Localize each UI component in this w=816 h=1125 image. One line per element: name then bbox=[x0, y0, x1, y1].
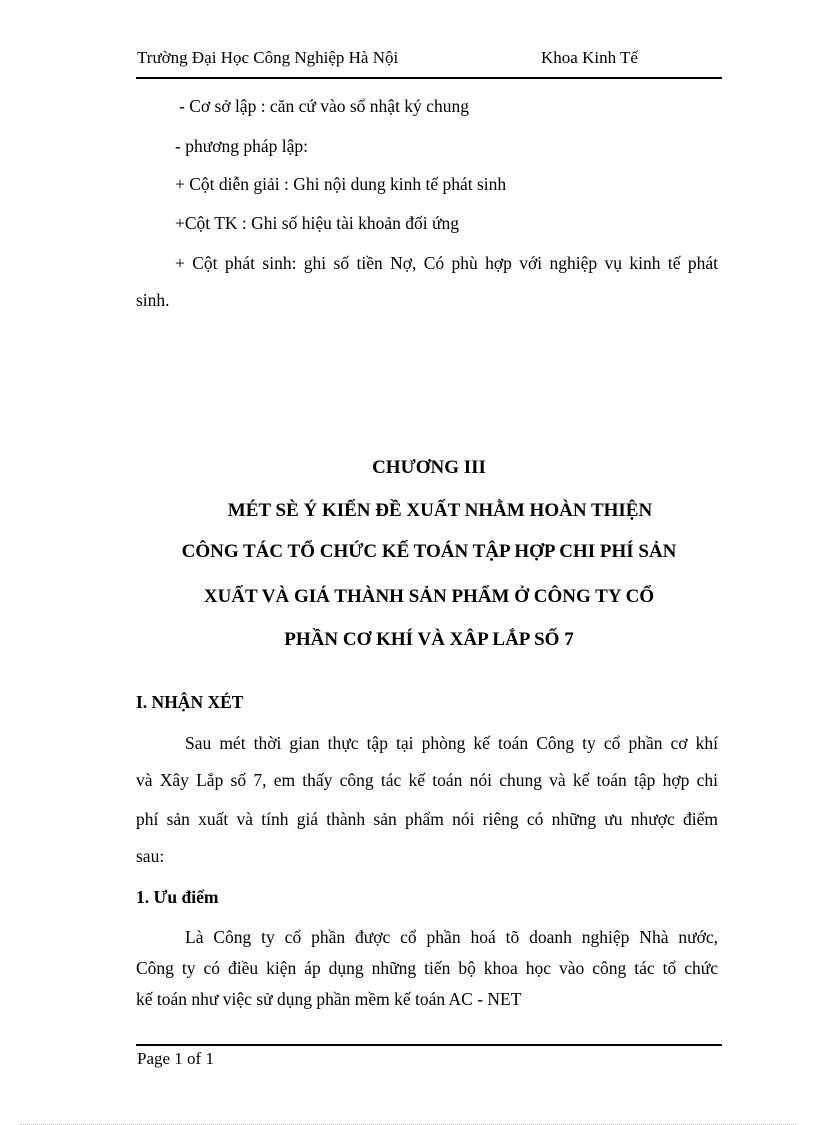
intro-line-2: - phương pháp lập: bbox=[175, 136, 308, 156]
chapter-title-line-2: CÔNG TÁC TỔ CHỨC KẾ TOÁN TẬP HỢP CHI PHÍ SẢN bbox=[181, 541, 677, 562]
header-divider bbox=[136, 77, 722, 79]
subsection-line-1: Là Công ty cổ phần được cổ phần hoá tõ doanh nghiệp Nhà nước, bbox=[185, 927, 718, 947]
subsection-line-2: Công ty có điều kiện áp dụng những tiến bộ khoa học vào công tác tổ chức bbox=[136, 958, 718, 978]
intro-line-5: + Cột phát sinh: ghi số tiền Nợ, Có phù hợp với nghiệp vụ kinh tế phát bbox=[175, 253, 718, 273]
section-heading: I. NHẬN XÉT bbox=[136, 692, 244, 712]
intro-line-3: + Cột diễn giải : Ghi nội dung kinh tế phát sinh bbox=[175, 174, 507, 194]
chapter-label: CHƯƠNG III bbox=[372, 457, 486, 478]
footer-divider bbox=[136, 1044, 722, 1046]
section-line-1: Sau mét thời gian thực tập tại phòng kế toán Công ty cổ phần cơ khí bbox=[185, 733, 718, 753]
page-header-left: Trường Đại Học Công Nghiệp Hà Nội bbox=[137, 48, 399, 67]
page-header-right: Khoa Kinh Tế bbox=[541, 48, 638, 67]
subsection-heading: 1. Ưu điểm bbox=[136, 887, 219, 907]
chapter-title-line-3: XUẤT VÀ GIÁ THÀNH SẢN PHẨM Ở CÔNG TY CỔ bbox=[203, 586, 655, 607]
page-number: Page 1 of 1 bbox=[137, 1049, 214, 1068]
chapter-title-line-1: MÉT SÈ Ý KIẾN ĐỀ XUẤT NHẰM HOÀN THIỆN bbox=[227, 500, 653, 521]
chapter-title-line-4: PHẦN CƠ KHÍ VÀ XÂP LẮP SỐ 7 bbox=[284, 629, 574, 650]
section-line-2: và Xây Lắp số 7, em thấy công tác kế toán nói chung và kế toán tập hợp chi bbox=[136, 770, 718, 790]
intro-line-6: sinh. bbox=[136, 290, 170, 310]
intro-line-1: - Cơ sở lập : căn cứ vào sổ nhật ký chung bbox=[179, 96, 469, 116]
section-line-4: sau: bbox=[136, 846, 165, 866]
intro-line-4: +Cột TK : Ghi số hiệu tài khoản đối ứng bbox=[175, 213, 459, 233]
subsection-line-3: kế toán như việc sử dụng phần mềm kế toán AC - NET bbox=[136, 989, 522, 1009]
section-line-3: phí sản xuất và tính giá thành sản phẩm nói riêng có những ưu nhược điểm bbox=[136, 809, 718, 829]
